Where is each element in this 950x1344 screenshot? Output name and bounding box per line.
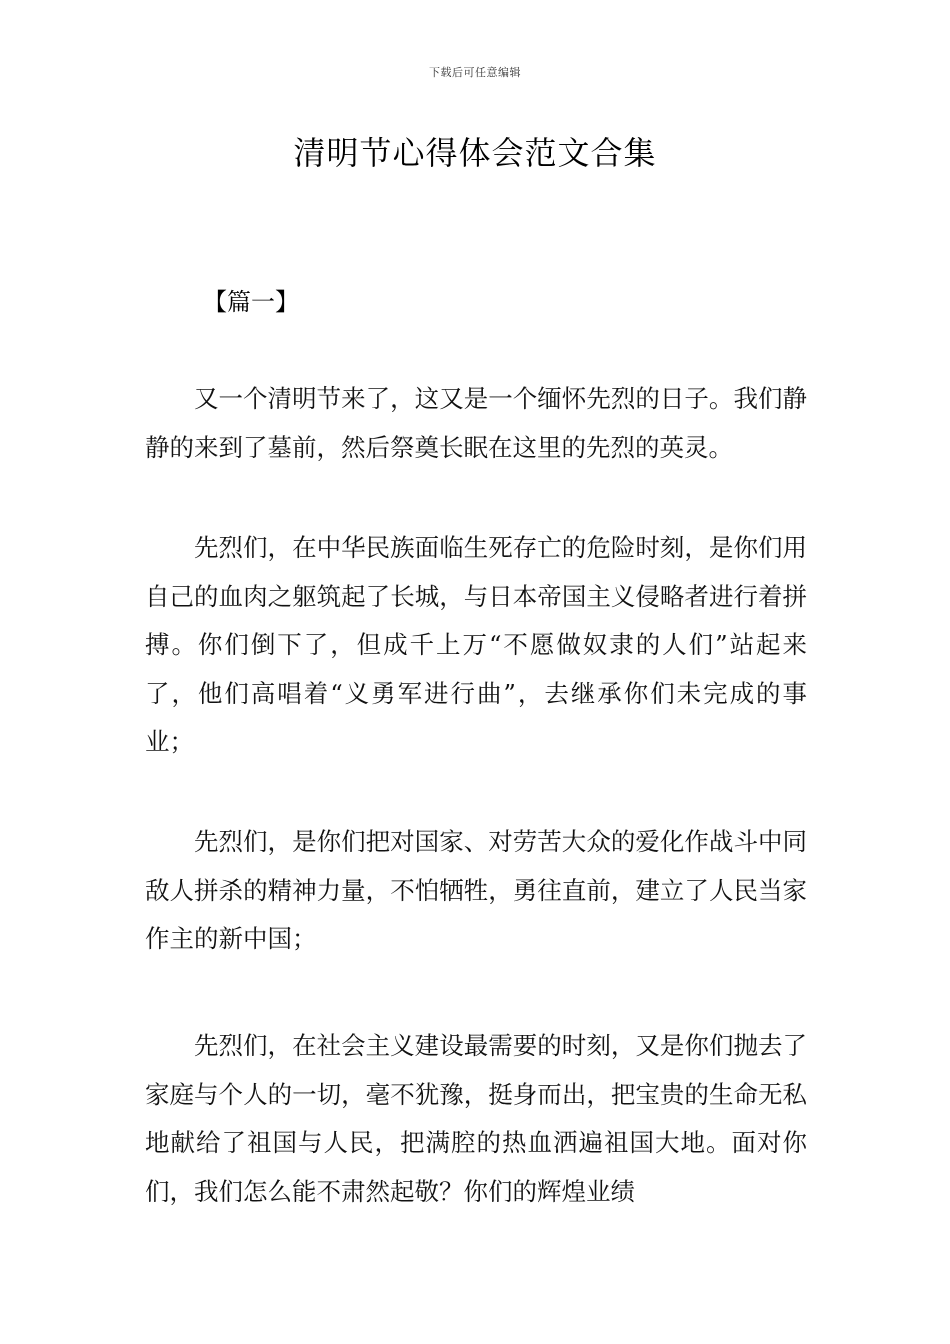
paragraph-2: 先烈们，在中华民族面临生死存亡的危险时刻，是你们用自己的血肉之躯筑起了长城，与日本帝国主义侵略者进行着拼搏。你们倒下了，但成千上万“不愿做奴隶的人们”站起来了，他们高唱着“义勇军进行曲”，去继承你们未完成的事业； [145, 533, 807, 756]
section-label: 【篇一】 [203, 288, 299, 316]
paragraph-3: 先烈们，是你们把对国家、对劳苦大众的爱化作战斗中同敌人拼杀的精神力量，不怕牺牲，勇往直前，建立了人民当家作主的新中国； [145, 827, 807, 953]
paragraph-1: 又一个清明节来了，这又是一个缅怀先烈的日子。我们静静的来到了墓前，然后祭奠长眠在这里的先烈的英灵。 [145, 384, 807, 462]
document-title: 清明节心得体会范文合集 [293, 134, 657, 172]
paragraph-4: 先烈们，在社会主义建设最需要的时刻，又是你们抛去了家庭与个人的一切，毫不犹豫，挺身而出，把宝贵的生命无私地献给了祖国与人民，把满腔的热血洒遍祖国大地。面对你们，我们怎么能不肃然起敬？你们的辉煌业绩 [145, 1031, 807, 1206]
header-note: 下载后可任意编辑 [429, 66, 521, 79]
